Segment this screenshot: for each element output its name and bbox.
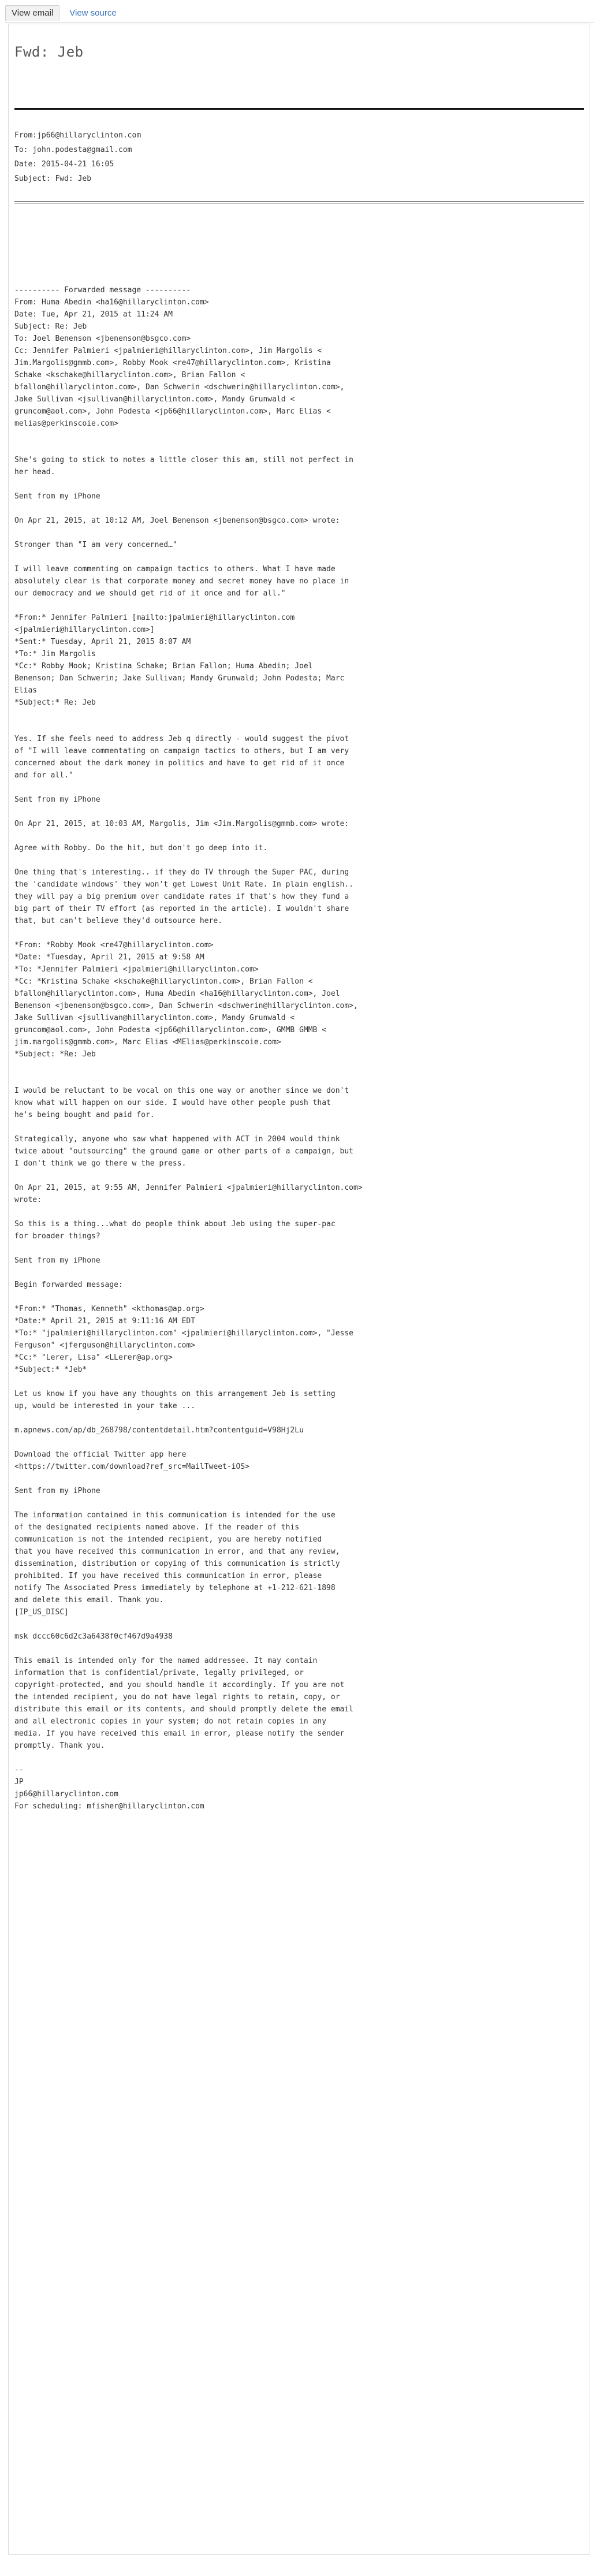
header-rule: [14, 201, 584, 204]
email-headers: [14, 128, 141, 186]
tab-divider: [5, 22, 594, 23]
header-date: Date: 2015-04-21 16:05: [14, 160, 114, 169]
header-from: From:jp66@hillaryclinton.com: [14, 131, 141, 140]
title-rule: [14, 108, 584, 110]
email-panel: [8, 24, 590, 2555]
view-tabs: [5, 5, 123, 21]
view-source-tab[interactable]: View source: [69, 8, 117, 18]
header-to: To: john.podesta@gmail.com: [14, 146, 132, 154]
header-subject: Subject: Fwd: Jeb: [14, 174, 92, 183]
view-email-tab[interactable]: View email: [5, 5, 59, 21]
email-subject-title: Fwd: Jeb: [14, 44, 84, 60]
email-body: ---------- Forwarded message ---------- From: Huma Abedin <ha16@hillaryclinton.com> Date: Tue, Apr 21, 2015 at 11:24 AM Subject: Re: Jeb To: Joel Benenson <jbenenson@bsgco.com> Cc: Jennifer Palmieri <jpalmieri@hillaryclinton.com>, Jim Margolis < Jim.Margolis@gmmb.com>, Robby Mook <re47@hillaryclinton.com>, Kristina Schake <kschake@hillaryclinton.com>, Brian Fallon < bfallon@hillaryclinton.com>, Dan Schwerin <dschwerin@hillaryclinton.com>, Jake Sullivan <jsullivan@hillaryclinton.com>, Mandy Grunwald < gruncom@aol.com>, John Podesta <jp66@hillaryclinton.com>, Marc Elias < melias@perkinscoie.com> She's going to stick to notes a little closer this am, still not perfect in her head. Sent from my iPhone On Apr 21, 2015, at 10:12 AM, Joel Benenson <jbenenson@bsgco.com> wrote: Stronger than "I am very concerned…" I will leave commenting on campaign tactics to others. What I have made absolutely clear is that corporate money and secret money have no place in our democracy and we should get rid of it once and for all." *From:* Jennifer Palmieri [mailto:jpalmieri@hillaryclinton.com <jpalmieri@hillaryclinton.com>] *Sent:* Tuesday, April 21, 2015 8:07 AM *To:* Jim Margolis *Cc:* Robby Mook; Kristina Schake; Brian Fallon; Huma Abedin; Joel Benenson; Dan Schwerin; Jake Sullivan; Mandy Grunwald; John Podesta; Marc Elias *Subject:* Re: Jeb Yes. If she feels need to address Jeb q directly - would suggest the pivot of "I will leave commentating on campaign tactics to others, but I am very concerned about the dark money in politics and have to get rid of it once and for all." Sent from my iPhone On Apr 21, 2015, at 10:03 AM, Margolis, Jim <Jim.Margolis@gmmb.com> wrote: Agree with Robby. Do the hit, but don't go deep into it. One thing that's interesting.. if they do TV through the Super PAC, during the 'candidate windows' they won't get Lowest Unit Rate. In plain english.. they will pay a big premium over candidate rates if that's how they fund a big part of their TV effort (as reported in the article). I wouldn't share that, but can't believe they'd outsource here. *From: *Robby Mook <re47@hillaryclinton.com> *Date: *Tuesday, April 21, 2015 at 9:58 AM *To: *Jennifer Palmieri <jpalmieri@hillaryclinton.com> *Cc: *Kristina Schake <kschake@hillaryclinton.com>, Brian Fallon < bfallon@hillaryclinton.com>, Huma Abedin <ha16@hillaryclinton.com>, Joel Benenson <jbenenson@bsgco.com>, Dan Schwerin <dschwerin@hillaryclinton.com>, Jake Sullivan <jsullivan@hillaryclinton.com>, Mandy Grunwald < gruncom@aol.com>, John Podesta <jp66@hillaryclinton.com>, GMMB GMMB < jim.margolis@gmmb.com>, Marc Elias <MElias@perkinscoie.com> *Subject: *Re: Jeb I would be reluctant to be vocal on this one way or another since we don't know what will happen on our side. I would have other people push that he's being bought and paid for. Strategically, anyone who saw what happened with ACT in 2004 would think twice about "outsourcing" the ground game or other parts of a campaign, but I don't think we go there w the press. On Apr 21, 2015, at 9:55 AM, Jennifer Palmieri <jpalmieri@hillaryclinton.com> wrote: So this is a thing...what do people think about Jeb using the super-pac for broader things? Sent from my iPhone Begin forwarded message: *From:* "Thomas, Kenneth" <kthomas@ap.org> *Date:* April 21, 2015 at 9:11:16 AM EDT *To:* "jpalmieri@hillaryclinton.com" <jpalmieri@hillaryclinton.com>, "Jesse Ferguson" <jferguson@hillaryclinton.com> *Cc:* "Lerer, Lisa" <LLerer@ap.org> *Subject:* *Jeb* Let us know if you have any thoughts on this arrangement Jeb is setting up, would be interested in your take ... m.apnews.com/ap/db_268798/contentdetail.htm?contentguid=V98Hj2Lu Download the official Twitter app here <https://twitter.com/download?ref_src=MailTweet-iOS> Sent from my iPhone The information contained in this communication is intended for the use of the designated recipients named above. If the reader of this communication is not the intended recipient, you are hereby notified that you have received this communication in error, and that any review, dissemination, distribution or copying of this communication is strictly prohibited. If you have received this communication in error, please notify The Associated Press immediately by telephone at +1-212-621-1898 and delete this email. Thank you. [IP_US_DISC] msk dccc60c6d2c3a6438f0cf467d9a4938 This email is intended only for the named addressee. It may contain information that is confidential/private, legally privileged, or copyright-protected, and you should handle it accordingly. If you are not the intended recipient, you do not have legal rights to retain, copy, or distribute this email or its contents, and should promptly delete the email and all electronic copies in your system; do not retain copies in any media. If you have received this email in error, please notify the sender promptly. Thank you. -- JP jp66@hillaryclinton.com For scheduling: mfisher@hillaryclinton.com: [14, 286, 363, 1811]
